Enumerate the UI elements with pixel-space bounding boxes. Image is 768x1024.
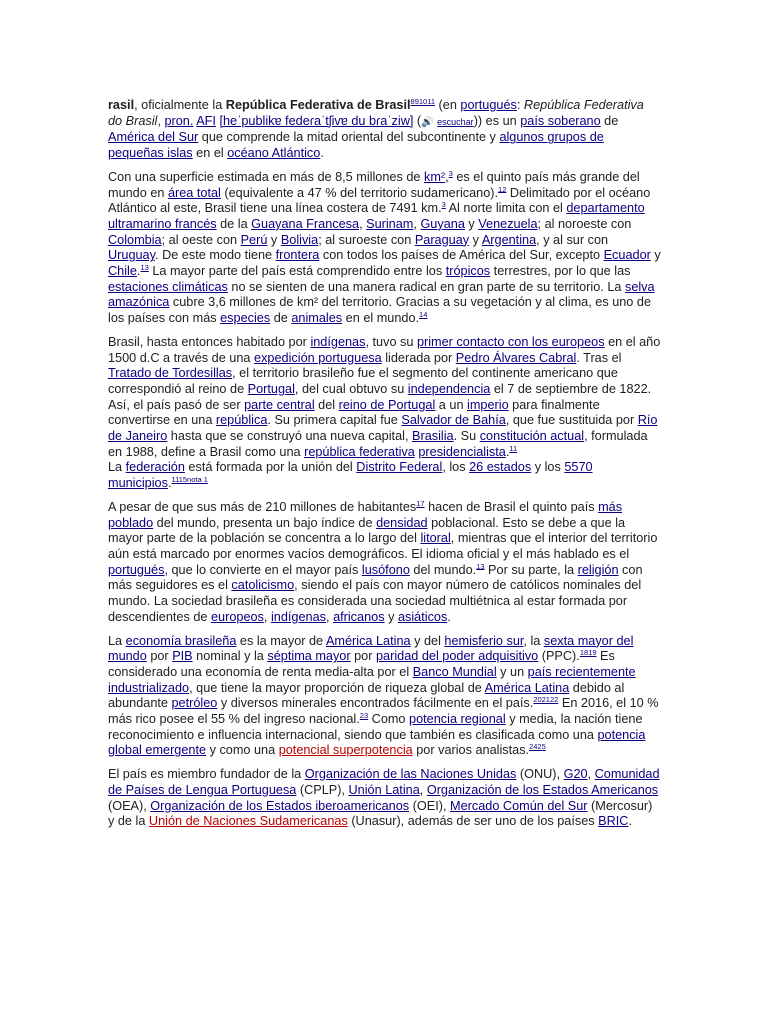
text-run: por varios analistas.: [412, 743, 530, 758]
link-organizacion-de-las-naciones-unidas[interactable]: Organización de las Naciones Unidas: [304, 767, 517, 782]
paragraph-4: [108, 500, 661, 626]
link-primer-contacto-con-los-europeos[interactable]: primer contacto con los europeos: [416, 334, 605, 349]
link-banco-mundial[interactable]: Banco Mundial: [412, 664, 497, 679]
link-catolicismo[interactable]: catolicismo: [231, 578, 295, 593]
link-tropicos[interactable]: trópicos: [445, 264, 491, 279]
text-run: de la: [216, 216, 252, 231]
text-run: liderada por: [381, 350, 456, 365]
text-run: (equivalente a 47 % del territorio sudamericano).: [220, 185, 499, 200]
link-imperio[interactable]: imperio: [467, 397, 509, 412]
text-run: es el quinto país más grande del mundo en: [108, 169, 640, 200]
text-run: , los: [442, 460, 470, 475]
text-run: y los: [531, 460, 565, 475]
citation: [509, 444, 517, 453]
text-run: , la: [523, 633, 544, 648]
text-run: , que lo convierte en el mayor país: [164, 562, 362, 577]
link-selva-amazonica[interactable]: selva amazónica: [108, 279, 655, 310]
link-economia-brasilena[interactable]: economía brasileña: [125, 633, 237, 648]
text-run: . Tras el: [576, 350, 622, 365]
text-run: El país es miembro fundador de la: [108, 767, 305, 782]
text-run: y: [469, 232, 482, 247]
citation: [411, 97, 435, 106]
text-run: poblacional. Esto se debe a que la mayor parte de la población se concentra a lo largo del: [108, 515, 626, 546]
text-run: y: [650, 248, 661, 263]
text-run: , que fue sustituida por: [505, 413, 638, 428]
link-g20[interactable]: G20: [563, 767, 588, 782]
link-argentina[interactable]: Argentina: [481, 232, 537, 247]
text-run: para finalmente convertirse en una: [108, 397, 600, 428]
link-potencia-global-emergente[interactable]: potencia global emergente: [108, 727, 646, 758]
link-rio-de-janeiro[interactable]: Río de Janeiro: [108, 413, 658, 444]
text-run: Delimitado por el océano Atlántico al este, Brasil tiene una línea costera de 7491 km.: [108, 185, 651, 216]
text-run: ,: [359, 216, 367, 231]
text-run: (en: [435, 98, 461, 112]
text-run: ,: [157, 113, 165, 128]
text-run: (PPC).: [538, 649, 580, 664]
text-run: , mientras que el interior del territorio aún está marcado por enormes vacíos demográficos. El idioma oficial y el más hablado es el: [108, 531, 658, 561]
citation: [140, 263, 148, 272]
link-portugues[interactable]: portugués: [108, 562, 165, 577]
link-bolivia[interactable]: Bolivia: [280, 232, 319, 247]
text-run: cubre 3,6 millones de km² del territorio. Gracias a su vegetación y al clima, es uno de los países con más: [108, 295, 652, 326]
text-run: es la mayor de: [236, 633, 326, 648]
paragraph-1: [108, 98, 661, 162]
text-run: ,: [419, 782, 427, 797]
text-run: . Su primera capital fue: [267, 413, 402, 428]
link-uruguay[interactable]: Uruguay: [108, 248, 156, 263]
text-run: por: [146, 649, 173, 664]
text-run: A pesar de que sus más de 210 millones de habitantes: [108, 499, 417, 514]
text-run: con todos los países de América del Sur, excepto: [319, 248, 604, 263]
link-oceano-atlantico[interactable]: océano Atlántico: [227, 146, 321, 161]
link-bric[interactable]: BRIC: [598, 814, 629, 829]
text-run: En 2016, el 10 % más rico posee el 55 % del ingreso nacional.: [108, 696, 659, 727]
citation-link-3[interactable]: 3: [448, 168, 453, 178]
link-tratado-de-tordesillas[interactable]: Tratado de Tordesillas: [108, 366, 233, 381]
text-run: .: [447, 609, 451, 624]
link-pron[interactable]: pron.: [164, 113, 194, 128]
text-run: que comprende la mitad oriental del subcontinente y: [198, 130, 500, 145]
text-run: , y al sur con: [536, 232, 609, 247]
link-reino-de-portugal[interactable]: reino de Portugal: [338, 397, 436, 412]
link-america-latina[interactable]: América Latina: [484, 680, 570, 695]
text-run: , el territorio brasileño fue el segmento del continente americano que correspondió al reino de: [108, 366, 618, 396]
link-area-total[interactable]: área total: [167, 185, 221, 200]
citation-link-17[interactable]: 17: [416, 498, 425, 508]
link-afi[interactable]: AFI: [196, 113, 216, 128]
link-africanos[interactable]: africanos: [333, 609, 385, 624]
link-pib[interactable]: PIB: [172, 649, 193, 664]
text-run: y como una: [206, 743, 279, 758]
text-run: en el año 1500 d.C a través de una: [108, 334, 661, 365]
link-potencia-regional[interactable]: potencia regional: [409, 712, 506, 727]
text-run: Con una superficie estimada en más de 8,5 millones de: [108, 169, 424, 184]
link-salvador-de-bahia[interactable]: Salvador de Bahía: [401, 413, 506, 428]
citation: [419, 310, 427, 319]
link-independencia[interactable]: independencia: [407, 381, 491, 396]
citation-link-14[interactable]: 14: [419, 309, 428, 319]
text-run: ; al noroeste con: [537, 216, 632, 231]
link-presidencialista[interactable]: presidencialista: [418, 444, 506, 459]
link-venezuela[interactable]: Venezuela: [478, 216, 538, 231]
text-run: República Federativa de Brasil: [225, 98, 411, 112]
text-run: por: [350, 649, 376, 664]
paragraph-5: [108, 634, 661, 760]
text-run: .: [167, 476, 172, 491]
text-run: y un: [496, 664, 528, 679]
text-run: (OEI),: [409, 798, 451, 813]
text-run: Es considerado una economía de renta media-alta por el: [108, 649, 615, 679]
text-run: , tuvo su: [365, 334, 417, 349]
text-run: hasta que se construyó una nueva capital,: [167, 429, 412, 444]
text-run: nominal y la: [192, 649, 268, 664]
citation-link-1115nota-1[interactable]: 1115nota 1: [171, 474, 208, 484]
link-distrito-federal[interactable]: Distrito Federal: [356, 460, 443, 475]
text-run: ,: [413, 216, 421, 231]
text-run: , formulada en 1988, define a Brasil como una: [108, 429, 648, 459]
text-run: y del: [410, 633, 445, 648]
link-comunidad-de-paises-de-lengua-portuguesa[interactable]: Comunidad de Países de Lengua Portuguesa: [108, 767, 660, 797]
citation-link-891011[interactable]: 891011: [410, 96, 436, 106]
link-especies[interactable]: especies: [220, 311, 271, 326]
link-guayana-francesa[interactable]: Guayana Francesa: [251, 216, 360, 231]
text-run: Como: [368, 712, 410, 727]
citation: [416, 499, 424, 508]
link-potencial-superpotencia[interactable]: potencial superpotencia: [278, 743, 413, 758]
text-run: ,: [326, 609, 334, 624]
link-mas-poblado[interactable]: más poblado: [108, 499, 623, 530]
link-km[interactable]: km²: [423, 169, 446, 184]
link-religion[interactable]: religión: [577, 562, 619, 577]
paragraph-6: [108, 767, 661, 830]
citation: [529, 742, 546, 751]
text-run: :: [516, 98, 524, 112]
text-run: y diversos minerales encontrados fácilmente en el país.: [217, 696, 534, 711]
citation-link-2425[interactable]: 2425: [529, 742, 546, 752]
link-pais-recientemente-industrializado[interactable]: país recientemente industrializado: [108, 664, 636, 695]
citation-link-23[interactable]: 23: [359, 710, 369, 720]
text-run: , del cual obtuvo su: [294, 381, 408, 396]
text-run: del: [314, 397, 339, 412]
text-run: rasil: [108, 98, 135, 112]
link-america-del-sur[interactable]: América del Sur: [108, 130, 199, 145]
text-run: no se sienten de una manera radical en gran parte de su territorio. La: [227, 279, 625, 294]
text-run: ,: [445, 169, 449, 184]
text-run: y media, la nación tiene reconocimiento e influencia internacional, siendo que también es clasificada como una: [108, 712, 643, 742]
link-frontera[interactable]: frontera: [275, 248, 320, 263]
link-union-latina[interactable]: Unión Latina: [348, 782, 420, 797]
text-run: (OEA),: [108, 798, 151, 813]
text-run: de: [600, 113, 619, 128]
link-lusofono[interactable]: lusófono: [361, 562, 410, 577]
link-sexta-mayor-del-mundo[interactable]: sexta mayor del mundo: [108, 633, 634, 664]
text-run: La: [108, 633, 126, 648]
link-brasilia[interactable]: Brasilia: [412, 429, 454, 444]
citation: [171, 475, 207, 484]
text-run: .: [628, 814, 632, 829]
text-run: (: [413, 113, 422, 128]
link-paridad-del-poder-adquisitivo[interactable]: paridad del poder adquisitivo: [375, 649, 539, 664]
article-body: [108, 98, 661, 838]
link-indigenas[interactable]: indígenas: [310, 334, 366, 349]
link-colombia[interactable]: Colombia: [108, 232, 162, 247]
link-expedicion-portuguesa[interactable]: expedición portuguesa: [254, 350, 382, 365]
text-run: y: [267, 232, 281, 247]
paragraph-3: [108, 335, 661, 492]
link-peru[interactable]: Perú: [240, 232, 268, 247]
link-escuchar[interactable]: escuchar: [437, 116, 474, 127]
link-hemisferio-sur[interactable]: hemisferio sur: [444, 633, 524, 648]
link-26-estados[interactable]: 26 estados: [469, 460, 532, 475]
link-portugues[interactable]: portugués: [460, 98, 517, 112]
link-republica[interactable]: república: [215, 413, 268, 428]
link-densidad[interactable]: densidad: [376, 515, 428, 530]
text-run: en el: [192, 146, 228, 161]
link-septima-mayor[interactable]: séptima mayor: [267, 649, 351, 664]
citation: [533, 695, 558, 704]
text-run: del mundo.: [409, 562, 477, 577]
citation-link-13[interactable]: 13: [140, 262, 149, 272]
link-ecuador[interactable]: Ecuador: [603, 248, 651, 263]
text-run: hacen de Brasil el quinto país: [424, 499, 599, 514]
text-run: Brasil, hasta entonces habitado por: [108, 334, 311, 349]
text-run: debido al abundante: [108, 680, 625, 711]
text-run: (CPLP),: [296, 782, 349, 797]
text-run: ; al suroeste con: [318, 232, 415, 247]
link-he-publik-fede-a-t-iv-du-b-a-ziw[interactable]: [heˈpublikɐ fedeɾaˈtʃivɐ du bɾaˈziw]: [219, 113, 414, 128]
link-algunos-grupos-de-pequenas-islas[interactable]: algunos grupos de pequeñas islas: [108, 130, 604, 161]
text-run: con más seguidores es el: [108, 562, 643, 593]
link-union-de-naciones-sudamericanas[interactable]: Unión de Naciones Sudamericanas: [148, 814, 348, 829]
citation: [580, 648, 597, 657]
link-europeos[interactable]: europeos: [211, 609, 264, 624]
text-run: terrestres, por lo que las: [490, 264, 631, 279]
link-federacion[interactable]: federación: [125, 460, 185, 475]
text-run: de: [270, 311, 292, 326]
link-pais-soberano[interactable]: país soberano: [520, 113, 601, 128]
link-surinam[interactable]: Surinam: [366, 216, 414, 231]
link-organizacion-de-los-estados-iberoamerica[interactable]: Organización de los Estados iberoamericanos: [150, 798, 410, 813]
link-republica-federativa[interactable]: república federativa: [304, 444, 415, 459]
link-animales[interactable]: animales: [291, 311, 343, 326]
text-run: , siendo el país con mayor número de católicos nominales del mundo. La sociedad brasileña es considerada una sociedad multiétnica al estar formada por descendientes de: [108, 578, 642, 624]
link-pedro-alvares-cabral[interactable]: Pedro Álvares Cabral: [455, 350, 577, 365]
text-run: )) es un: [473, 113, 521, 128]
link-parte-central[interactable]: parte central: [244, 397, 315, 412]
citation-link-1819[interactable]: 1819: [579, 647, 597, 657]
citation-link-13[interactable]: 13: [476, 561, 485, 571]
text-run: .: [505, 444, 510, 459]
text-run: y: [464, 216, 479, 231]
text-run: La: [108, 460, 126, 475]
text-run: , que tiene la mayor proporción de riqueza global de: [189, 680, 485, 695]
text-run: a un: [435, 397, 468, 412]
text-run: y: [384, 609, 398, 624]
text-run: (ONU),: [516, 767, 564, 782]
text-run: . Su: [453, 429, 480, 444]
text-run: .: [320, 146, 324, 161]
citation-link-11[interactable]: 11: [509, 443, 518, 453]
link-america-latina[interactable]: América Latina: [325, 633, 411, 648]
link-mercado-comun-del-sur[interactable]: Mercado Común del Sur: [450, 798, 588, 813]
link-petroleo[interactable]: petróleo: [171, 696, 218, 711]
text-run: ,: [587, 767, 595, 782]
text-run: ,: [263, 609, 271, 624]
text-run: del mundo, presenta un bajo índice de: [153, 515, 377, 530]
text-run: Por su parte, la: [484, 562, 578, 577]
link-constitucion-actual[interactable]: constitución actual: [479, 429, 585, 444]
text-run: La mayor parte del país está comprendido entre los: [148, 264, 446, 279]
link-chile[interactable]: Chile: [108, 264, 137, 279]
text-run: (Mercosur) y de la: [108, 798, 653, 829]
text-run: el 7 de septiembre de 1822. Así, el país pasó de ser: [108, 381, 652, 412]
text-run: (Unasur), además de ser uno de los países: [347, 814, 599, 829]
link-asiaticos[interactable]: asiáticos: [397, 609, 448, 624]
citation-link-202122[interactable]: 202122: [533, 695, 559, 705]
speaker-icon[interactable]: 🔊: [421, 116, 434, 128]
link-5570-municipios[interactable]: 5570 municipios: [108, 460, 593, 491]
link-organizacion-de-los-estados-americanos[interactable]: Organización de los Estados Americanos: [426, 782, 659, 797]
text-run: Al norte limita con el: [445, 201, 567, 216]
text-run: en el mundo.: [342, 311, 420, 326]
text-run: .: [136, 264, 141, 279]
citation: [360, 711, 368, 720]
link-indigenas[interactable]: indígenas: [270, 609, 326, 624]
citation: [476, 561, 484, 570]
text-run: . De este modo tiene: [155, 248, 276, 263]
text-run: República Federativa do Brasil: [108, 98, 644, 128]
text-run: ; al oeste con: [161, 232, 241, 247]
link-departamento-ultramarino-frances[interactable]: departamento ultramarino francés: [108, 201, 645, 231]
paragraph-2: [108, 170, 661, 327]
link-estaciones-climaticas[interactable]: estaciones climáticas: [108, 279, 228, 294]
text-run: está formada por la unión del: [184, 460, 357, 475]
link-portugal[interactable]: Portugal: [247, 381, 295, 396]
citation-link-3[interactable]: 3: [441, 199, 446, 209]
text-run: , oficialmente la: [134, 98, 226, 112]
citation-link-12[interactable]: 12: [498, 184, 507, 194]
link-paraguay[interactable]: Paraguay: [414, 232, 470, 247]
link-guyana[interactable]: Guyana: [420, 216, 465, 231]
link-litoral[interactable]: litoral: [420, 531, 451, 546]
